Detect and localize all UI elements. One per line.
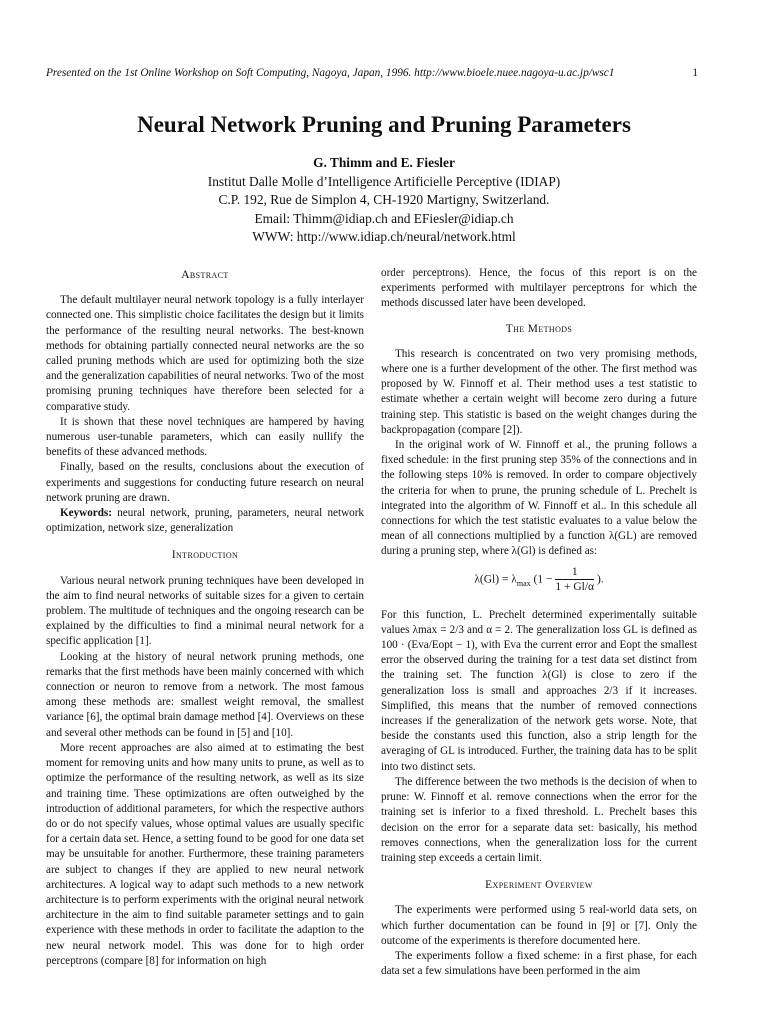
equation-end: ). [596, 573, 604, 586]
keywords-text: neural network, pruning, parameters, neural network optimization, network size, generalization [46, 507, 364, 535]
abstract-paragraph: It is shown that these novel techniques are hampered by having numerous user-tunable parameters, which can easily nullify the benefits of these advanced methods. [46, 415, 364, 459]
author-email: Email: Thimm@idiap.ch and EFiesler@idiap.ch [254, 210, 514, 226]
overview-paragraph: The experiments follow a fixed scheme: in a first phase, for each data set a few simulations have been performed in the aim [381, 949, 697, 978]
equation-lhs: λ(Gl) = λ [474, 573, 517, 586]
right-column [381, 266, 697, 979]
keywords-label: Keywords: [60, 507, 112, 520]
equation-numerator: 1 [555, 566, 594, 580]
abstract-paragraph: The default multilayer neural network topology is a fully interlayer connected one. This simplistic choice facilitates the design but it limits the performance of the resulting neural networks. The best-known methods for obtaining partially connected neural networks are the so called pruning methods which are used for optimizing both the size and the generalization capabilities of neural networks. Two of the most promising pruning techniques have therefore been selected for a comparative study. [46, 294, 364, 413]
author-www: WWW: http://www.idiap.ch/neural/network.html [252, 229, 516, 244]
author-affiliation: Institut Dalle Molle d’Intelligence Artificielle Perceptive (IDIAP) [207, 173, 561, 189]
author-address: C.P. 192, Rue de Simplon 4, CH-1920 Martigny, Switzerland. [218, 192, 550, 207]
equation-subscript: max [516, 578, 531, 588]
methods-paragraph: For this function, L. Prechelt determined experimentally suitable values λmax = 2/3 and α = 2. The generalization loss GL is defined as 100 · (Eva/Eopt − 1), with Eva the current error and Eopt the smallest error the observed during the training for a test data set distinct from the training set. The function λ(Gl) is close to zero if the generalization loss is small and approaches 2/3 if it increases. Simplified, this means that the number of removed connections increases if the generalization of the network gets worse. Note, that beside the constants used this function, also a strip length for the averaging of GL is introduced. Further, the training data has to be split into two distinct sets. [381, 608, 697, 773]
paper-title: Neural Network Pruning and Pruning Parameters [137, 112, 631, 137]
intro-paragraph: Looking at the history of neural network pruning methods, one remarks that the first methods have been mainly concerned with which connection or neuron to remove from a network. The most famous among these methods are: smallest weight removal, the smallest variance [6], the optimal brain damage method [4]. Overviews on these and several other methods can be found in [5] and [10]. [46, 650, 365, 739]
running-head: Presented on the 1st Online Workshop on Soft Computing, Nagoya, Japan, 1996. http://www.bioele.nuee.nagoya-u.ac.jp/wsc1 [46, 67, 615, 79]
intro-paragraph: More recent approaches are also aimed at to estimating the best moment for removing units and how many units to prune, as well as to optimize the performance of the resulting network, as well as its size and training time. These optimizations are often outweighed by the introduction of additional parameters, for which the respective authors do or do not specify values, whose optimal values are usually specific for a certain data set. Hence, a setting found to be good for one data set may be unsuitable for another. Furthermore, these training parameters are subject to changes if they are applied to new neural network architectures. A logical way to adapt such methods to a new network architecture is to perform experiments with the original neural network architecture in the aim to find suitable parameter settings and to gain experience with these methods in order to facilitate the adaption to the new neural network model. This was done for to high order perceptrons (compare [8] for information on high [46, 741, 364, 967]
intro-paragraph: Various neural network pruning techniques have been developed in the aim to find neural networks of suitable sizes for a given to certain problem. The multitude of techniques and the ongoing research can be explained by the difficulties to find a minimal neural network for a specific application [1]. [46, 574, 364, 648]
author-block [0, 154, 768, 247]
methods-paragraph: In the original work of W. Finnoff et al., the pruning follows a fixed schedule: in the first pruning step 35% of the connections and in the following steps 10% is removed. In order to compare objectively the criteria for when to prune, the pruning schedule of L. Prechelt is integrated into the algorithm of W. Finnoff et al.. In this schedule all connections for which the test statistic evaluates to a value below the mean of all connections multiplied by a function λ(GL) are removed during a pruning step, where λ(Gl) is defined as: [381, 439, 697, 558]
section-heading-abstract: Abstract [181, 269, 229, 281]
section-heading-introduction: Introduction [171, 549, 239, 562]
equation-fraction [555, 566, 594, 594]
equation-denominator: 1 + Gl/α [555, 580, 595, 593]
equation-mid: (1 − [533, 573, 553, 586]
abstract-paragraph: Finally, based on the results, conclusions about the execution of experiments and suggestions for conducting future research on neural network pruning are drawn. [46, 461, 364, 504]
section-heading-methods: The Methods [505, 322, 573, 335]
equation-lambda [381, 566, 697, 600]
left-column [46, 266, 364, 969]
section-heading-overview: Experiment Overview [485, 879, 593, 892]
overview-paragraph: The experiments were performed using 5 real-world data sets, on which further documentation can be found in [9] or [7]. Only the outcome of the experiments is therefore documented here. [381, 904, 697, 947]
author-names: G. Thimm and E. Fiesler [313, 155, 455, 170]
methods-paragraph: This research is concentrated on two very promising methods, where one is a further development of the other. The first method was proposed by W. Finnoff et al. Their method uses a test statistic to estimate whether a certain weight will become zero during a future training step. This statistic is based on the weight changes during the backpropagation (compare [2]). [381, 347, 697, 436]
intro-continuation: order perceptrons). Hence, the focus of this report is on the experiments performed with multilayer perceptrons for which the methods discussed later have been developed. [381, 267, 697, 310]
page-number: 1 [692, 67, 698, 79]
methods-paragraph: The difference between the two methods is the decision of when to prune: W. Finnoff et al. remove connections when the error for the training set is inferior to a fixed threshold. L. Prechelt bases this decision on the error for a separate data set: basically, his method removes connections, when the generalization loss for the current training step exceeds a certain limit. [381, 775, 697, 864]
keywords-paragraph [46, 506, 364, 536]
